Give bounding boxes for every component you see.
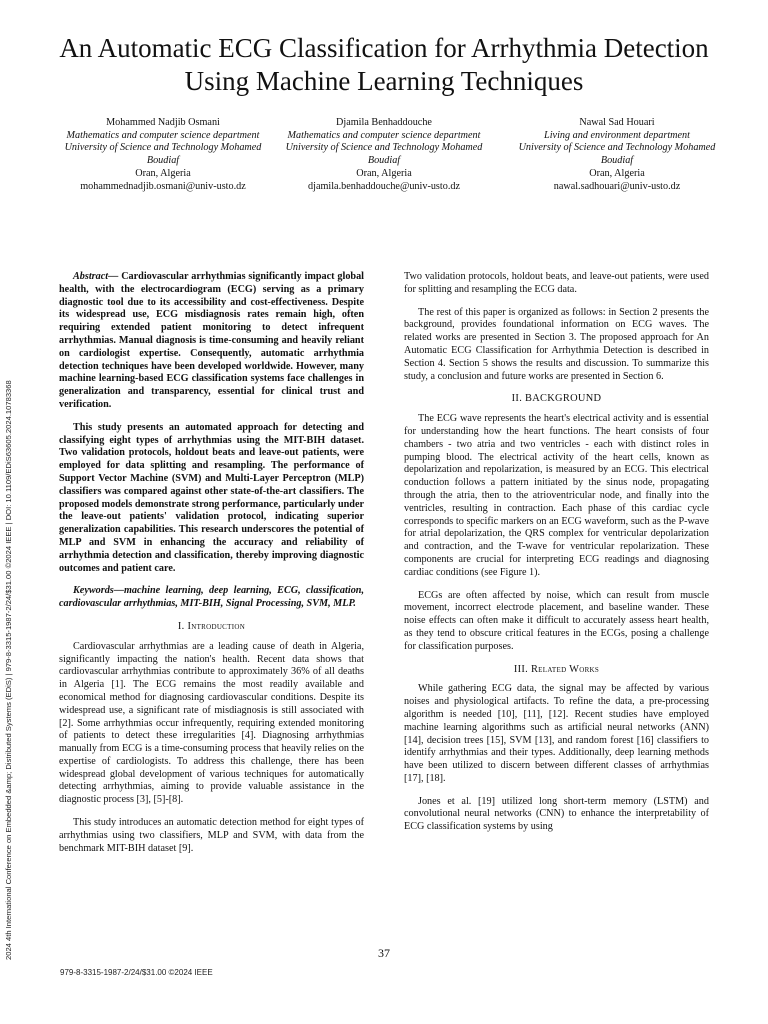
author-block-2: [274, 117, 494, 193]
paper-title: An Automatic ECG Classification for Arrhythmia Detection Using Machine Learning Techniques: [59, 33, 709, 96]
abstract-label: Abstract—: [73, 271, 119, 282]
author-email: mohammednadjib.osmani@univ-usto.dz: [80, 180, 246, 192]
sidebar-citation: 2024 4th International Conference on Embedded &amp; Distributed Systems (EDiS) | 979-8-3315-1987-2/24/$31.00 ©2024 IEEE | DOI: 10.1109/EDiS63605.2024.10783368: [4, 380, 13, 960]
author-department: Mathematics and computer science department: [287, 129, 481, 141]
author-university: University of Science and Technology Mohamed Boudiaf: [285, 142, 483, 167]
intro-paragraph-3: Two validation protocols, holdout beats, and leave-out patients, were used for splitting and resampling the ECG data.: [404, 271, 709, 295]
keywords-text: machine learning, deep learning, ECG, classification, cardiovascular arrhythmias, MIT-BIH, Signal Processing, SVM, MLP.: [59, 585, 364, 610]
background-paragraph-1: The ECG wave represents the heart's electrical activity and is essential for understanding how the heart functions. The heart consists of four chambers - two atria and two ventricles - each with distinct roles in pumping blood. The electrical activity of the heart cells, known as depolarization and repolarization, is measured by an ECG. This electrical conduction follows a pattern initiated by the sinus node, propagating through the atria, then to the atrioventricular node, and finally into the ventricles, resulting in contraction. Each phase of this cardiac cycle corresponds to specific markers on an ECG waveform, such as the P-wave for atrial depolarization, the QRS complex for ventricular depolarization and contraction, and the T-wave for ventricular repolarization. These components are crucial for interpreting ECG readings and diagnosing cardiac conditions (see Figure 1).: [404, 413, 709, 578]
author-university: University of Science and Technology Mohamed Boudiaf: [64, 142, 262, 167]
author-email: djamila.benhaddouche@univ-usto.dz: [308, 180, 460, 192]
abstract-paragraph: [59, 271, 364, 412]
abstract-text: Cardiovascular arrhythmias significantly impact global health, with the electrocardiogram (ECG) serving as a primary diagnostic tool due to its accessibility and cost-effectiveness. Despite its widespread use, ECG misdiagnosis rates remain high, often requiring extended patient monitoring to detect infrequent arrhythmias. Manual diagnosis is time-consuming and heavily reliant on cardiologist expertise. Consequently, automatic arrhythmia detection techniques have been developed worldwide. However, many machine learning-based ECG classification systems face challenges in generalization and transparency, essential for clinical trust and verification.: [59, 271, 364, 410]
keywords: [59, 585, 364, 611]
author-block-1: [53, 117, 273, 193]
page-number: 37: [378, 946, 390, 960]
author-block-3: [507, 117, 727, 193]
author-department: Living and environment department: [544, 129, 690, 141]
author-name: Nawal Sad Houari: [579, 117, 655, 128]
abstract-paragraph-2: This study presents an automated approach for detecting and classifying eight types of arrhythmias using the MIT-BIH dataset. Two validation protocols, holdout beats and leave-out patients, were employed for data splitting and resampling. The performance of Support Vector Machine (SVM) and Multi-Layer Perceptron (MLP) classifiers was compared against other state-of-the-art classifiers. The proposed models demonstrate strong performance, particularly under the leave-out patients' validation protocol, indicating superior generalization capabilities. This research underscores the potential of MLP and SVM in enhancing the accuracy and reliability of arrhythmia detection and classification, thereby improving diagnostic outcomes and patient care.: [59, 421, 364, 574]
author-university: University of Science and Technology Mohamed Boudiaf: [518, 142, 716, 167]
right-column: [404, 271, 709, 844]
author-email: nawal.sadhouari@univ-usto.dz: [553, 180, 681, 192]
intro-paragraph-2: This study introduces an automatic detection method for eight types of arrhythmias using two classifiers, MLP and SVM, with data from the benchmark MIT-BIH dataset [9].: [59, 817, 364, 854]
related-paragraph-2: Jones et al. [19] utilized long short-term memory (LSTM) and convolutional neural networks (CNN) to enhance the interpretability of ECG classification systems by using: [404, 795, 709, 833]
section-heading-related-works: III. Related Works: [513, 663, 600, 675]
section-heading-introduction: I. Introduction: [177, 620, 246, 632]
author-department: Mathematics and computer science department: [66, 129, 260, 141]
keywords-label: Keywords—: [73, 585, 124, 597]
related-paragraph-1: While gathering ECG data, the signal may be affected by various noises and physiological artifacts. To refine the data, a pre-processing algorithm is needed [10], [11], [12]. Recent studies have employed machine learning algorithms such as artificial neural networks (ANN) [14], decision trees [15], SVM [13], and random forest [16] classifiers to identify arrhythmias and their types. Additionally, deep learning methods have been utilized to discern between different classes of arrhythmias [17], [18].: [404, 683, 709, 784]
author-location: Oran, Algeria: [356, 167, 412, 179]
left-column: [59, 271, 364, 865]
intro-paragraph-4: The rest of this paper is organized as follows: in Section 2 presents the background, provides foundational information on ECG waves. The related works are presented in Section 3. The proposed approach for An Automatic ECG Classification for Arrhythmia Detection is described in Section 4. Section 5 shows the results and discussion. To summarize this study, a conclusion and future works are presented in Section 6.: [404, 306, 709, 382]
footer-copyright: 979-8-3315-1987-2/24/$31.00 ©2024 IEEE: [60, 968, 213, 977]
author-location: Oran, Algeria: [135, 167, 191, 179]
author-location: Oran, Algeria: [589, 167, 645, 179]
background-paragraph-2: ECGs are often affected by noise, which can result from muscle movement, incorrect electrode placement, and baseline wander. These noise effects can often make it difficult to accurately assess heart health, as they tend to obscure critical features in the ECGs, posing a challenge for classification purposes.: [404, 589, 709, 652]
author-name: Mohammed Nadjib Osmani: [106, 117, 220, 128]
intro-paragraph-1: Cardiovascular arrhythmias are a leading cause of death in Algeria, significantly impacting the nation's health. Recent data shows that cardiovascular arrhythmias contribute to approximately 36% of all deaths in Algeria [1]. The ECG remains the most readily available and economical method for diagnosing cardiovascular conditions. Despite its widespread use, a significant rate of misdiagnosis is still associated with [2]. Some arrhythmias occur infrequently, requiring extended monitoring of patients to detect these irregularities [4]. Diagnosing arrhythmias manually from ECG is a time-consuming process that heavily relies on the expertise of cardiologists. To address this challenge, there has been widespread global development of various techniques for automatically detecting arrhythmias, aiming to provide valuable assistance in the diagnostic process [3], [5]-[8].: [59, 640, 364, 806]
section-heading-background: II. BACKGROUND: [511, 393, 602, 405]
author-name: Djamila Benhaddouche: [336, 117, 432, 128]
